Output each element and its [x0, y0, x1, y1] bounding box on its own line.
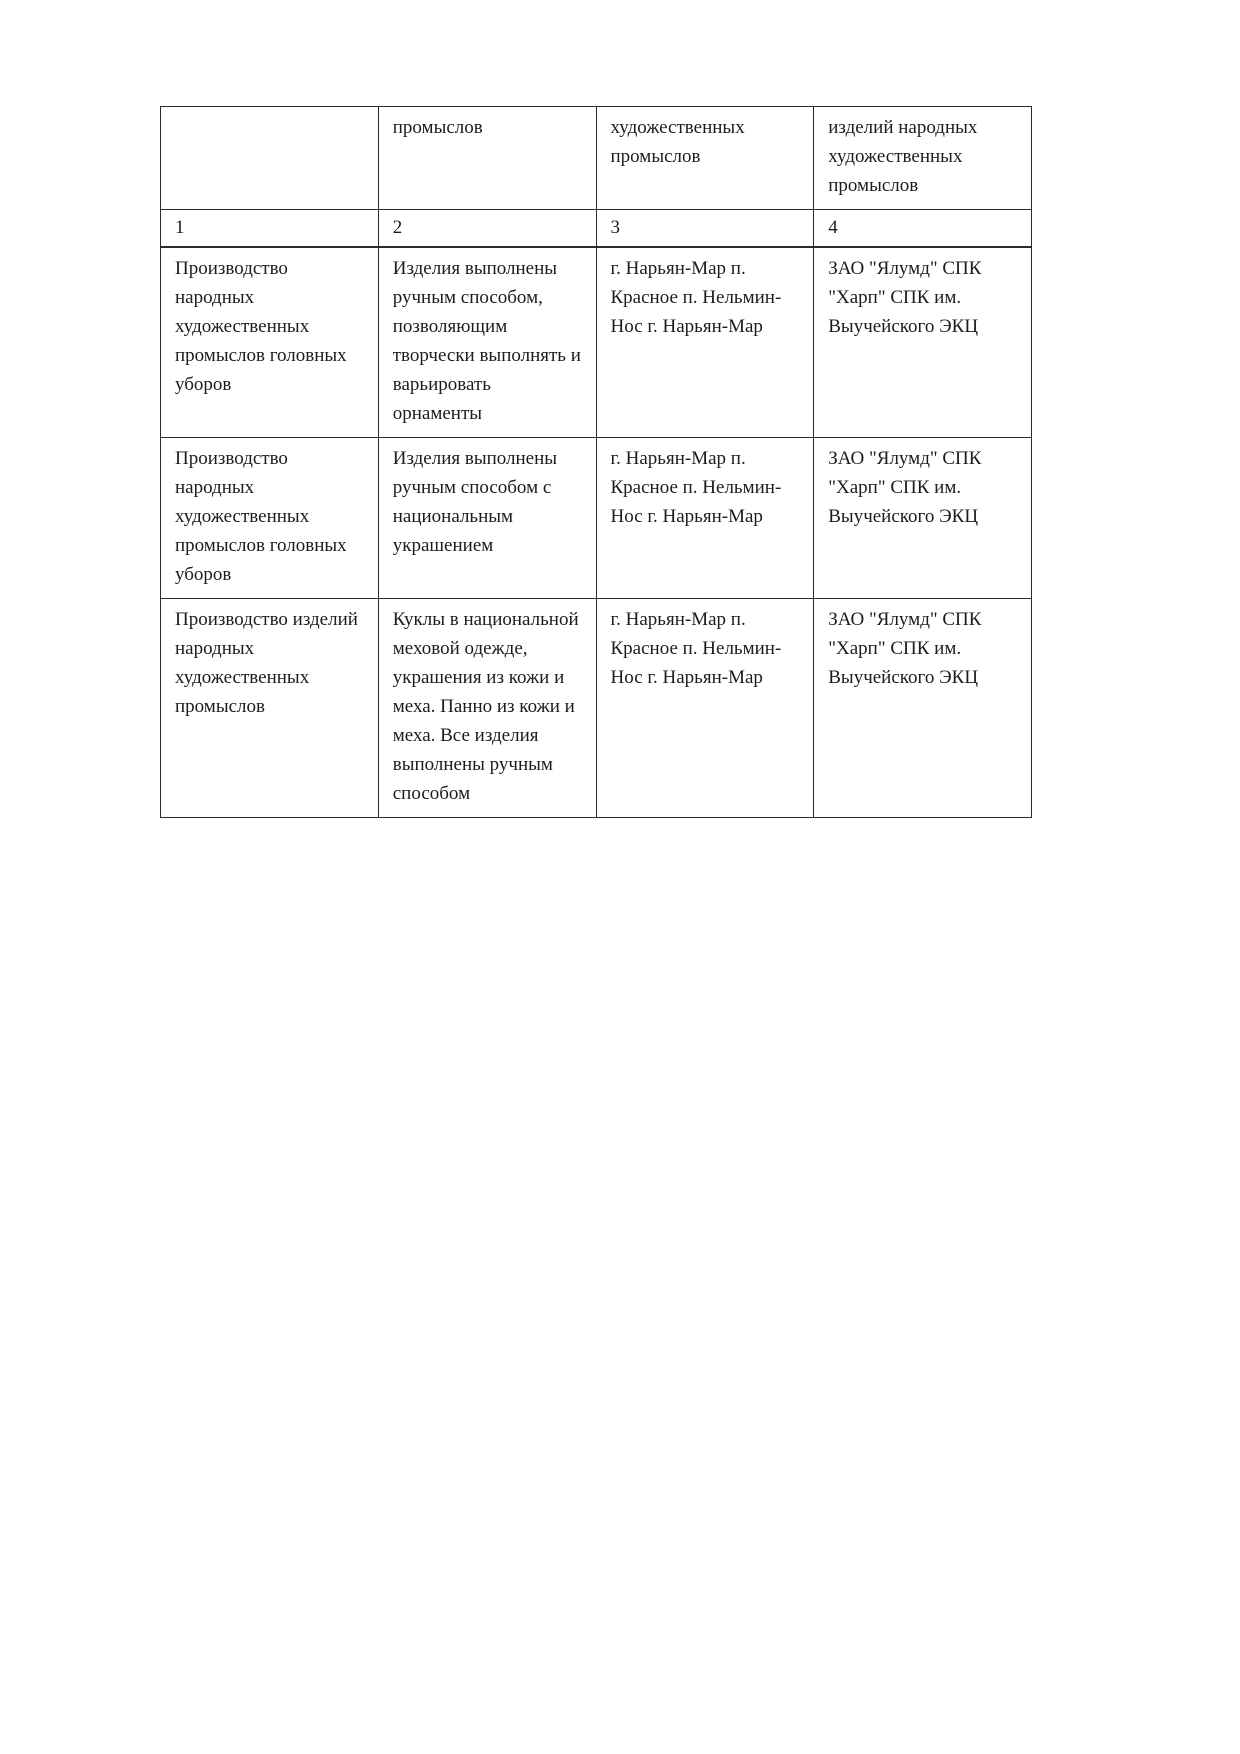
table-cell: ЗАО "Ялумд" СПК "Харп" СПК им. Выучейского ЭКЦ: [814, 599, 1032, 818]
table-cell: ЗАО "Ялумд" СПК "Харп" СПК им. Выучейского ЭКЦ: [814, 247, 1032, 438]
crafts-table: [160, 106, 1032, 818]
table-cell: промыслов: [378, 107, 596, 210]
table-cell: Изделия выполнены ручным способом, позволяющим творчески выполнять и варьировать орнаменты: [378, 247, 596, 438]
table-cell-column-number: 1: [161, 210, 379, 248]
table-cell: Изделия выполнены ручным способом с национальным украшением: [378, 438, 596, 599]
table-cell: художественных промыслов: [596, 107, 814, 210]
table-row: [161, 247, 1032, 438]
table-cell: Производство народных художественных промыслов головных уборов: [161, 247, 379, 438]
table-cell: г. Нарьян-Мар п. Красное п. Нельмин-Нос г. Нарьян-Мар: [596, 438, 814, 599]
table-cell: Производство народных художественных промыслов головных уборов: [161, 438, 379, 599]
table-column-number-row: [161, 210, 1032, 248]
table-cell: г. Нарьян-Мар п. Красное п. Нельмин-Нос г. Нарьян-Мар: [596, 247, 814, 438]
table-cell: ЗАО "Ялумд" СПК "Харп" СПК им. Выучейского ЭКЦ: [814, 438, 1032, 599]
table-cell: изделий народных художественных промыслов: [814, 107, 1032, 210]
table-cell: Куклы в национальной меховой одежде, украшения из кожи и меха. Панно из кожи и меха. Все изделия выполнены ручным способом: [378, 599, 596, 818]
table-cell: [161, 107, 379, 210]
table-row: [161, 599, 1032, 818]
table-row: [161, 438, 1032, 599]
table-cell: г. Нарьян-Мар п. Красное п. Нельмин-Нос г. Нарьян-Мар: [596, 599, 814, 818]
table-cell-column-number: 4: [814, 210, 1032, 248]
table-cell: Производство изделий народных художественных промыслов: [161, 599, 379, 818]
table-cell-column-number: 3: [596, 210, 814, 248]
table-header-continuation-row: [161, 107, 1032, 210]
table-cell-column-number: 2: [378, 210, 596, 248]
